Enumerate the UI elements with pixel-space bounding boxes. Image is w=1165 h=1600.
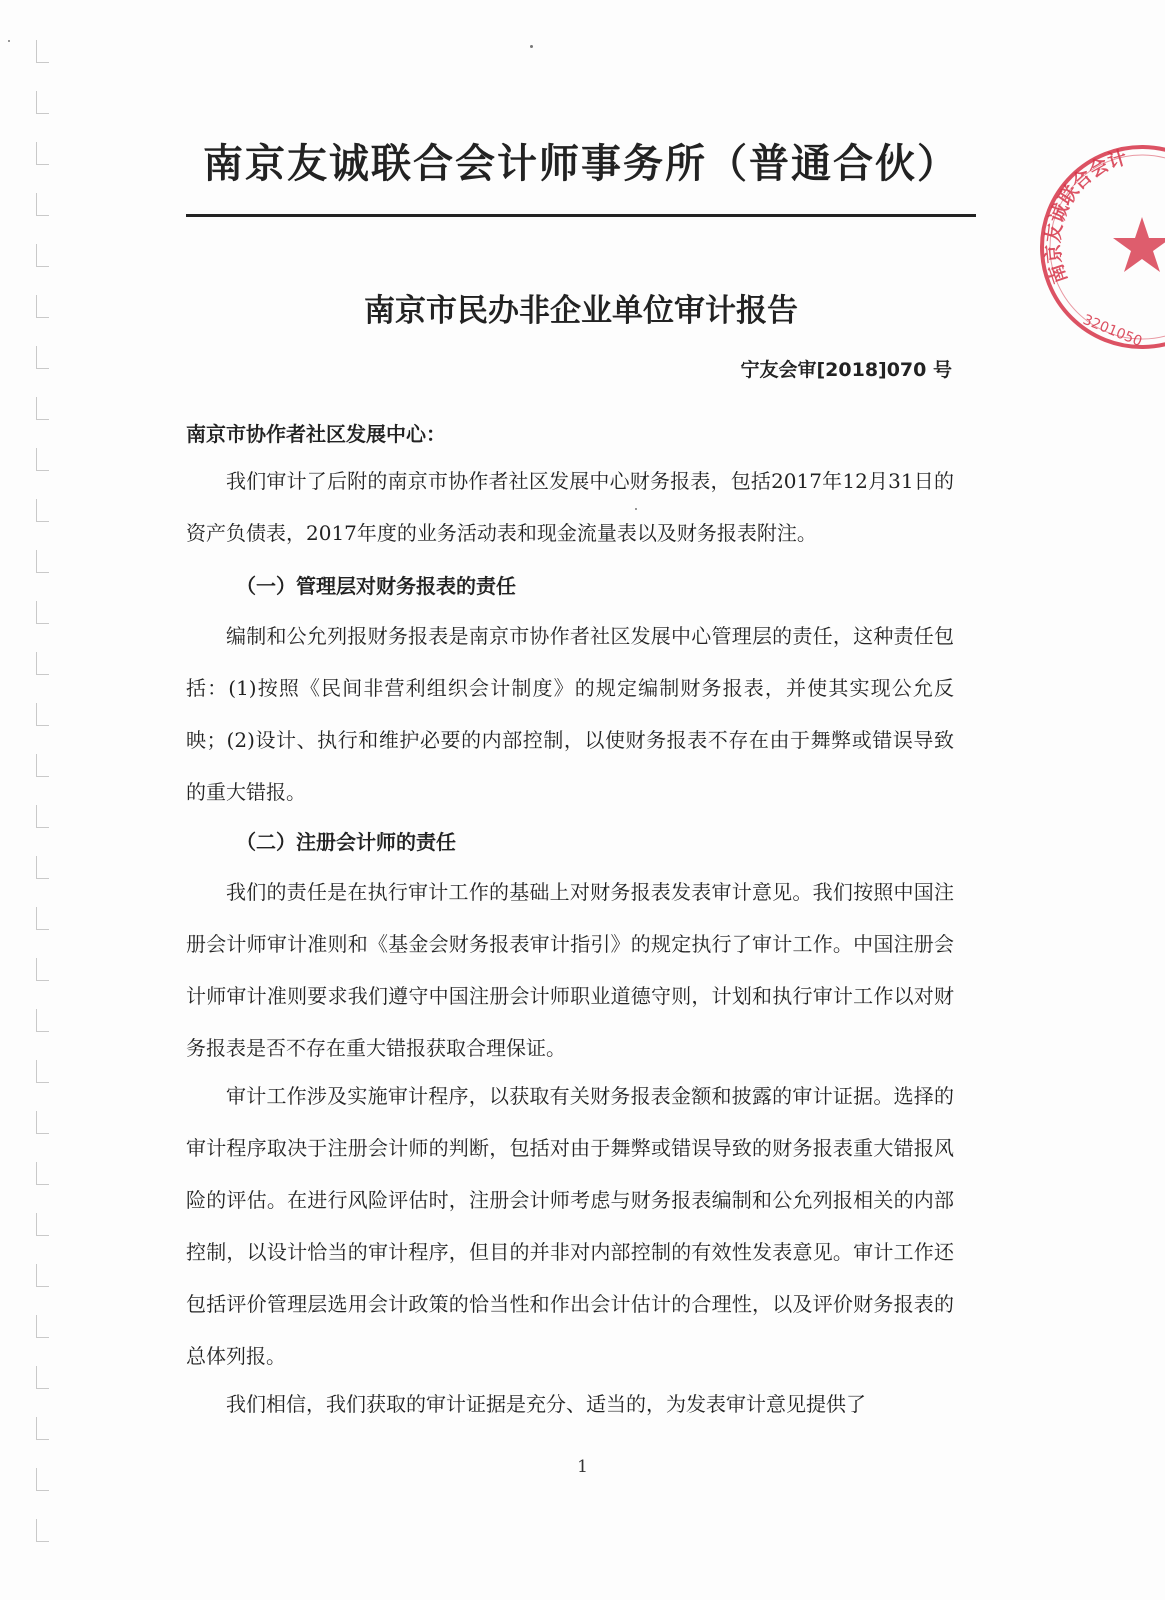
- title-divider: [186, 214, 976, 217]
- paragraph-management: 编制和公允列报财务报表是南京市协作者社区发展中心管理层的责任，这种责任包括：(1)按照《民间非营利组织会计制度》的规定编制财务报表，并使其实现公允反映；(2)设计、执行和维护必要的内部控制，以使财务报表不存在由于舞弊或错误导致的重大错报。: [186, 624, 954, 804]
- binding-mark: [36, 1111, 49, 1134]
- binding-mark: [36, 40, 49, 63]
- binding-mark: [36, 1315, 49, 1338]
- binding-mark: [36, 550, 49, 573]
- paragraph-intro: 我们审计了后附的南京市协作者社区发展中心财务报表，包括2017年12月31日的资产负债表，2017年度的业务活动表和现金流量表以及财务报表附注。: [186, 469, 954, 545]
- addressee: 南京市协作者社区发展中心：: [186, 422, 446, 446]
- binding-mark: [36, 856, 49, 879]
- binding-mark: [36, 244, 49, 267]
- binding-mark: [36, 193, 49, 216]
- binding-mark: [36, 958, 49, 981]
- binding-mark: [36, 295, 49, 318]
- binding-mark: [36, 1009, 49, 1032]
- heading-cpa-responsibility: （二）注册会计师的责任: [236, 830, 456, 854]
- binding-mark: [36, 91, 49, 114]
- binding-mark: [36, 1162, 49, 1185]
- scan-speck: [8, 40, 10, 42]
- binding-mark: [36, 703, 49, 726]
- binding-mark: [36, 397, 49, 420]
- binding-mark: [36, 1264, 49, 1287]
- binding-mark: [36, 1366, 49, 1389]
- binding-mark: [36, 448, 49, 471]
- binding-mark: [36, 499, 49, 522]
- binding-mark: [36, 754, 49, 777]
- binding-mark: [36, 652, 49, 675]
- heading-management-responsibility: （一）管理层对财务报表的责任: [236, 574, 516, 598]
- paragraph-cpa-3: 我们相信，我们获取的审计证据是充分、适当的，为发表审计意见提供了: [226, 1392, 866, 1416]
- binding-mark: [36, 907, 49, 930]
- paragraph-cpa-2: 审计工作涉及实施审计程序，以获取有关财务报表金额和披露的审计证据。选择的审计程序取决于注册会计师的判断，包括对由于舞弊或错误导致的财务报表重大错报风险的评估。在进行风险评估时，注册会计师考虑与财务报表编制和公允列报相关的内部控制，以设计恰当的审计程序，但目的并非对内部控制的有效性发表意见。审计工作还包括评价管理层选用会计政策的恰当性和作出会计估计的合理性，以及评价财务报表的总体列报。: [186, 1084, 954, 1368]
- scan-speck: [530, 45, 533, 48]
- page-number: 1: [577, 1457, 588, 1477]
- scan-speck: [635, 508, 637, 510]
- binding-mark: [36, 1060, 49, 1083]
- seal-code: 3201050: [1080, 311, 1145, 351]
- seal-text: 南京友诚联合会计: [1042, 146, 1130, 287]
- document-number: 宁友会审[2018]070 号: [740, 359, 952, 381]
- binding-mark: [36, 142, 49, 165]
- binding-mark: [36, 1519, 49, 1542]
- binding-mark: [36, 805, 49, 828]
- binding-mark: [36, 1213, 49, 1236]
- firm-seal: [1030, 135, 1165, 365]
- binding-mark: [36, 601, 49, 624]
- binding-mark: [36, 346, 49, 369]
- seal-graphic: [1030, 135, 1165, 365]
- report-title: 南京市民办非企业单位审计报告: [364, 293, 798, 329]
- binding-mark: [36, 1417, 49, 1440]
- binding-margin: [36, 40, 50, 1580]
- paragraph-cpa-1: 我们的责任是在执行审计工作的基础上对财务报表发表审计意见。我们按照中国注册会计师审计准则和《基金会财务报表审计指引》的规定执行了审计工作。中国注册会计师审计准则要求我们遵守中国注册会计师职业道德守则，计划和执行审计工作以对财务报表是否不存在重大错报获取合理保证。: [186, 880, 954, 1060]
- firm-title: 南京友诚联合会计师事务所（普通合伙）: [203, 141, 959, 187]
